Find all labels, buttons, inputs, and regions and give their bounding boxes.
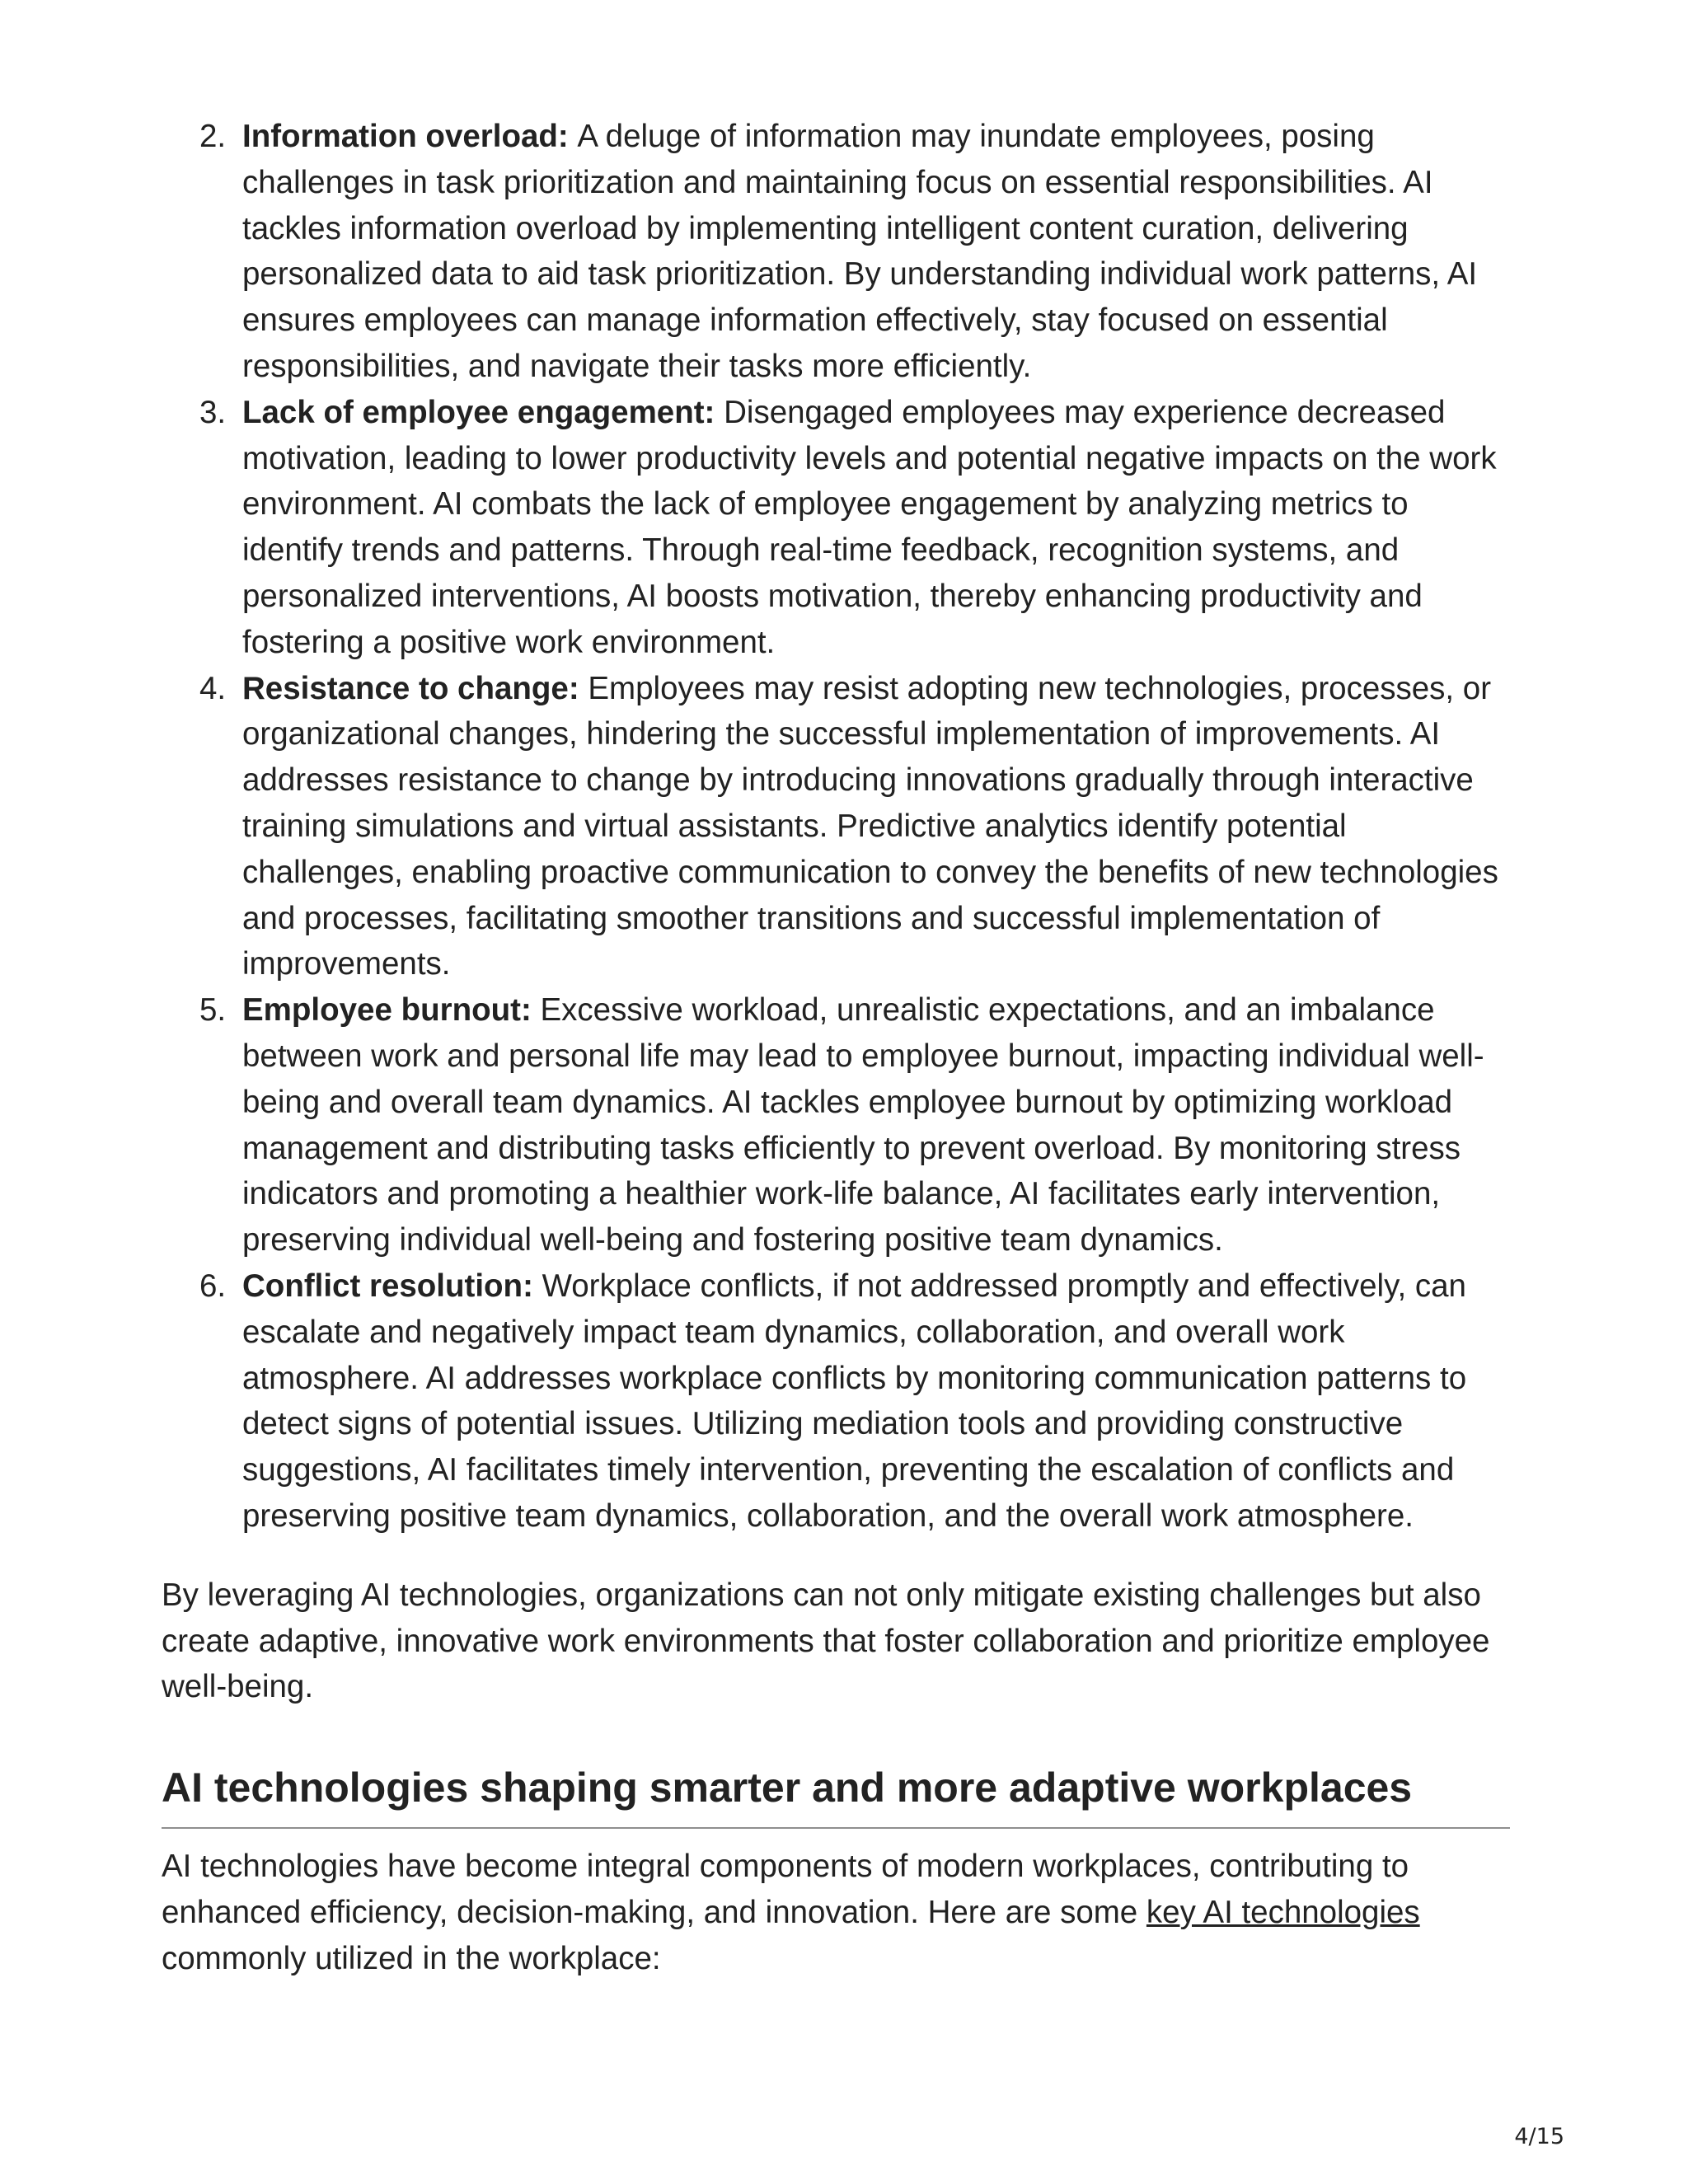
list-item-title: Lack of employee engagement: [242,394,724,430]
list-item-title: Employee burnout: [242,992,541,1029]
list-item [199,390,1510,666]
list-item-title: Resistance to change: [242,670,588,706]
page-number: 4/15 [1514,2124,1564,2149]
list-item [199,666,1510,988]
list-item [199,987,1510,1263]
intro-text-before-link: AI technologies have become integral components of modern workplaces, contributing to enhanced efficiency, decision-making, and innovation. Here are some [162,1849,1409,1930]
list-item-number: 4. [199,670,227,706]
list-item-number: 5. [199,992,227,1029]
list-item-body: Excessive workload, unrealistic expectations, and an imbalance between work and personal life may lead to employee burnout, impacting individual well-being and overall team dynamics. AI tackles employee burnout by optimizing workload management and distributing tasks efficiently to prevent overload. By monitoring stress indicators and promoting a healthier work-life balance, AI facilitates early intervention, preserving individual well-being and fostering positive team dynamics. [242,992,1484,1258]
list-item-body: Disengaged employees may experience decreased motivation, leading to lower productivity levels and potential negative impacts on the work environment. AI combats the lack of employee engagement by analyzing metrics to identify trends and patterns. Through real-time feedback, recognition systems, and personalized interventions, AI boosts motivation, thereby enhancing productivity and fostering a positive work environment. [242,394,1497,660]
list-item-number: 3. [199,394,227,430]
document-page [162,114,1510,1981]
intro-text-after-link: commonly utilized in the workplace: [162,1940,661,1976]
list-item-number: 6. [199,1268,227,1304]
section-heading: AI technologies shaping smarter and more adaptive workplaces [162,1760,1510,1829]
list-item-body: A deluge of information may inundate employees, posing challenges in task prioritization and maintaining focus on essential responsibilities. AI tackles information overload by implementing intelligent content curation, delivering personalized data to aid task prioritization. By understanding individual work patterns, AI ensures employees can manage information effectively, stay focused on essential responsibilities, and navigate their tasks more efficiently. [242,119,1478,384]
list-item [199,114,1510,390]
section-intro-paragraph [162,1844,1510,1981]
key-ai-technologies-link[interactable]: key AI technologies [1146,1894,1420,1930]
list-item-body: Employees may resist adopting new technologies, processes, or organizational changes, hindering the successful implementation of improvements. AI addresses resistance to change by introducing innovations gradually through interactive training simulations and virtual assistants. Predictive analytics identify potential challenges, enabling proactive communication to convey the benefits of new technologies and processes, facilitating smoother transitions and successful implementation of improvements. [242,670,1498,982]
closing-paragraph: By leveraging AI technologies, organizations can not only mitigate existing challenges but also create adaptive, innovative work environments that foster collaboration and prioritize employee well-being. [162,1577,1490,1705]
list-item-title: Conflict resolution: [242,1268,542,1304]
list-item-number: 2. [199,119,227,154]
list-item [199,1263,1510,1540]
list-item-title: Information overload: [242,119,578,154]
list-item-body: Workplace conflicts, if not addressed promptly and effectively, can escalate and negatively impact team dynamics, collaboration, and overall work atmosphere. AI addresses workplace conflicts by monitoring communication patterns to detect signs of potential issues. Utilizing mediation tools and providing constructive suggestions, AI facilitates timely intervention, preventing the escalation of conflicts and preserving positive team dynamics, collaboration, and the overall work atmosphere. [242,1268,1467,1534]
challenges-list [162,114,1510,1540]
